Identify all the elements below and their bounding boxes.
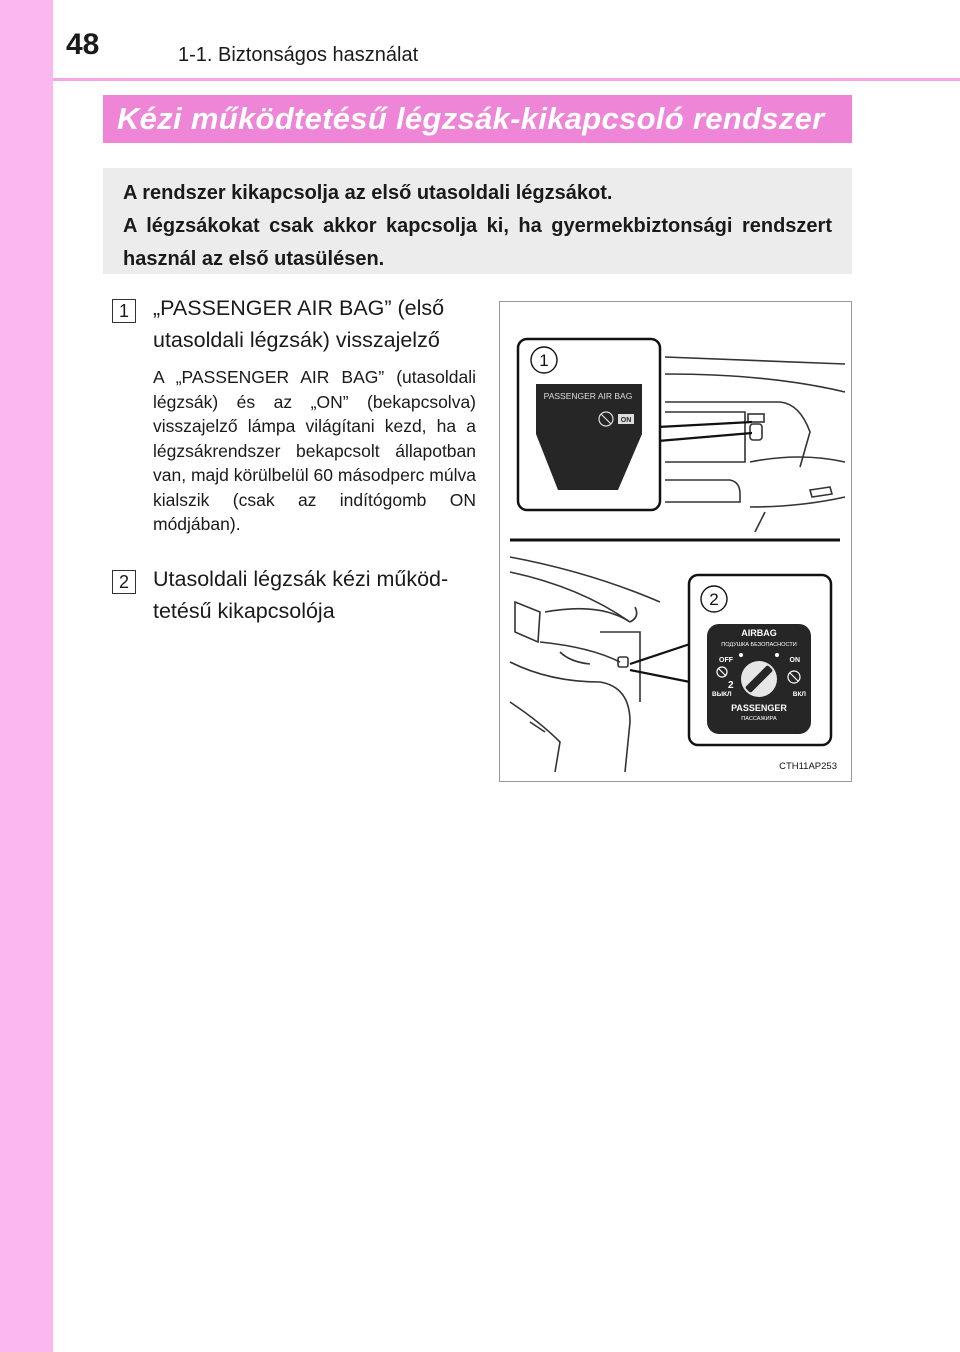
section-title: Kézi működtetésű légzsák-kikapcsoló rendszer: [117, 101, 825, 136]
figure-illustration: [500, 302, 851, 781]
side-color-strip: [0, 0, 53, 1352]
switch-subtitle: ПОДУШКА БЕЗОПАСНОСТИ: [721, 642, 797, 648]
chapter-title: 1-1. Biztonságos használat: [178, 44, 419, 66]
switch-off-label: OFF: [719, 657, 733, 664]
figure-code: CTH11AP253: [779, 761, 837, 772]
indicator-label: PASSENGER AIR BAG: [543, 391, 633, 401]
callout-1-leader: [658, 422, 752, 427]
on-indicator-label: ON: [620, 417, 632, 424]
switch-on-ru-label: ВКЛ: [792, 691, 806, 698]
switch-on-label: ON: [789, 657, 800, 664]
item-2-head-line-1: Utasoldali légzsák kézi működ-: [153, 567, 449, 591]
callout-2-number: 2: [709, 590, 719, 609]
switch-passenger-label: PASSENGER: [731, 703, 787, 713]
item-1-head-line-1: „PASSENGER AIR BAG” (első: [153, 296, 445, 320]
dashboard-top-drawing: [665, 357, 845, 532]
intro-box: [103, 168, 852, 274]
item-1-head-line-2: utasoldali légzsák) visszajelző: [153, 328, 440, 352]
dashboard-bottom-drawing: [510, 557, 660, 772]
airbag-figure: [499, 301, 852, 782]
item-number-2: 2: [112, 570, 136, 594]
header-rule: [53, 78, 960, 81]
intro-line-2: A légzsákokat csak akkor kapcsolja ki, ha gyermekbiztonsági rendszert használ az első utasülésen.: [123, 215, 832, 270]
page-number: 48: [66, 28, 100, 61]
callout-2-leader: [630, 644, 690, 664]
callout-1-number: 1: [539, 351, 549, 370]
item-2-head-line-2: tetésű kikapcsolója: [153, 599, 335, 623]
switch-off-ru-label: ВЫКЛ: [712, 691, 732, 698]
intro-line-1: A rendszer kikapcsolja az első utasoldali légzsákot.: [123, 182, 613, 204]
section-title-bar: [103, 95, 852, 143]
switch-title: AIRBAG: [741, 628, 777, 638]
item-number-1: 1: [112, 299, 136, 323]
item-1-body: A „PASSENGER AIR BAG” (utasoldali légzsák) és az „ON” (bekapcsolva) visszajelző lámpa világítani kezd, ha a légzsákrendszer bekapcsolt állapotban van, majd körülbelül 60 másodperc múlva kialszik (csak az indítógomb ON módjában).: [153, 367, 476, 534]
child-seat-icon: 2: [728, 680, 734, 691]
switch-passenger-ru-label: ПАССАЖИРА: [741, 716, 777, 722]
